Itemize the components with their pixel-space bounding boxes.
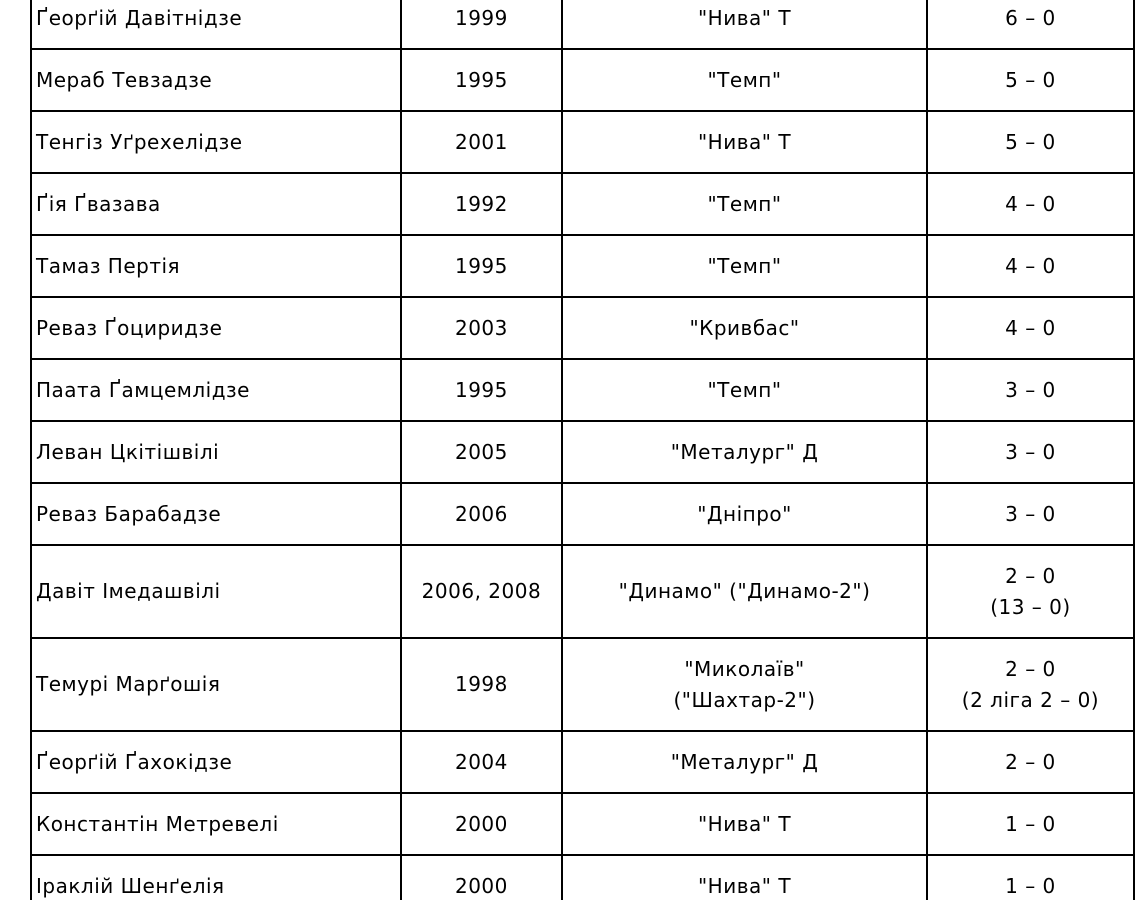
player-name-cell: Тамаз Пертія — [31, 235, 401, 297]
club-line: "Нива" Т — [697, 129, 792, 154]
score-cell — [927, 421, 1134, 483]
player-name-cell: Темурі Марґошія — [31, 638, 401, 731]
club-cell — [562, 49, 927, 111]
club-line: "Металург" Д — [670, 439, 819, 464]
club-line: "Нива" Т — [697, 5, 792, 30]
player-name-cell: Константін Метревелі — [31, 793, 401, 855]
score-line: 2 – 0 — [1005, 656, 1056, 681]
club-cell — [562, 235, 927, 297]
score-cell — [927, 0, 1134, 49]
table-row — [31, 173, 1134, 235]
table-row — [31, 421, 1134, 483]
year-cell: 2003 — [401, 297, 562, 359]
club-line: "Динамо" ("Динамо-2") — [618, 579, 871, 603]
score-line: 3 – 0 — [1005, 501, 1056, 526]
club-line: "Темп" — [707, 253, 782, 278]
club-line: "Темп" — [707, 67, 782, 92]
club-cell — [562, 173, 927, 235]
club-cell — [562, 297, 927, 359]
score-cell — [927, 297, 1134, 359]
club-line: "Нива" Т — [697, 873, 792, 898]
player-name-cell: Іраклій Шенґелія — [31, 855, 401, 900]
year-cell: 2005 — [401, 421, 562, 483]
score-line: 6 – 0 — [1005, 5, 1056, 30]
club-cell — [562, 731, 927, 793]
club-line: "Темп" — [707, 377, 782, 402]
players-table — [30, 0, 1135, 900]
player-name-cell: Реваз Барабадзе — [31, 483, 401, 545]
score-cell — [927, 731, 1134, 793]
club-cell — [562, 359, 927, 421]
player-name-cell: Тенгіз Уґрехелідзе — [31, 111, 401, 173]
player-name-cell: Ґеорґій Ґахокідзе — [31, 731, 401, 793]
score-cell — [927, 173, 1134, 235]
club-cell — [562, 111, 927, 173]
club-line: "Нива" Т — [697, 811, 792, 836]
score-cell — [927, 49, 1134, 111]
table-row — [31, 111, 1134, 173]
score-line: 2 – 0 — [1005, 563, 1056, 588]
year-cell: 1992 — [401, 173, 562, 235]
club-line: "Темп" — [707, 191, 782, 216]
club-cell — [562, 0, 927, 49]
club-cell — [562, 421, 927, 483]
club-cell — [562, 638, 927, 731]
score-line: 4 – 0 — [1005, 191, 1056, 216]
score-line: (13 – 0) — [990, 594, 1071, 619]
year-cell: 2006 — [401, 483, 562, 545]
year-cell: 2001 — [401, 111, 562, 173]
club-line: ("Шахтар-2") — [673, 687, 816, 712]
club-cell — [562, 545, 927, 638]
score-line: 3 – 0 — [1005, 439, 1056, 464]
player-name-cell: Давіт Імедашвілі — [31, 545, 401, 638]
score-line: 4 – 0 — [1005, 315, 1056, 340]
year-cell: 1998 — [401, 638, 562, 731]
table-row — [31, 0, 1134, 49]
year-cell: 1995 — [401, 235, 562, 297]
year-cell: 2000 — [401, 793, 562, 855]
year-cell: 1995 — [401, 359, 562, 421]
year-cell: 2000 — [401, 855, 562, 900]
year-cell: 2004 — [401, 731, 562, 793]
player-name-cell: Мераб Тевзадзе — [31, 49, 401, 111]
club-cell — [562, 793, 927, 855]
score-cell — [927, 359, 1134, 421]
club-cell — [562, 855, 927, 900]
table-row — [31, 638, 1134, 731]
club-line: "Кривбас" — [689, 315, 800, 340]
score-line: 3 – 0 — [1005, 377, 1056, 402]
score-cell — [927, 483, 1134, 545]
year-cell: 2006, 2008 — [401, 545, 562, 638]
score-line: 2 – 0 — [1005, 749, 1056, 774]
player-name-cell: Ґеорґій Давітнідзе — [31, 0, 401, 49]
player-name-cell: Леван Цкітішвілі — [31, 421, 401, 483]
score-cell — [927, 111, 1134, 173]
score-cell — [927, 793, 1134, 855]
score-cell — [927, 638, 1134, 731]
year-cell: 1995 — [401, 49, 562, 111]
table-row — [31, 297, 1134, 359]
table-row — [31, 793, 1134, 855]
score-cell — [927, 235, 1134, 297]
score-line: 1 – 0 — [1005, 811, 1056, 836]
score-line: (2 ліга 2 – 0) — [961, 687, 1100, 712]
table-row — [31, 545, 1134, 638]
player-name-cell: Ґія Ґвазава — [31, 173, 401, 235]
club-line: "Дніпро" — [697, 501, 792, 526]
score-line: 5 – 0 — [1005, 129, 1056, 154]
score-line: 5 – 0 — [1005, 67, 1056, 92]
club-line: "Металург" Д — [670, 749, 819, 774]
score-line: 4 – 0 — [1005, 253, 1056, 278]
score-cell — [927, 855, 1134, 900]
player-name-cell: Паата Ґамцемлідзе — [31, 359, 401, 421]
table-row — [31, 359, 1134, 421]
score-cell — [927, 545, 1134, 638]
table-row — [31, 855, 1134, 900]
table-row — [31, 731, 1134, 793]
club-cell — [562, 483, 927, 545]
players-table-body — [31, 0, 1134, 900]
table-row — [31, 235, 1134, 297]
club-line: "Миколаїв" — [684, 656, 805, 681]
player-name-cell: Реваз Ґоциридзе — [31, 297, 401, 359]
score-line: 1 – 0 — [1005, 873, 1056, 898]
table-row — [31, 49, 1134, 111]
table-row — [31, 483, 1134, 545]
year-cell: 1999 — [401, 0, 562, 49]
